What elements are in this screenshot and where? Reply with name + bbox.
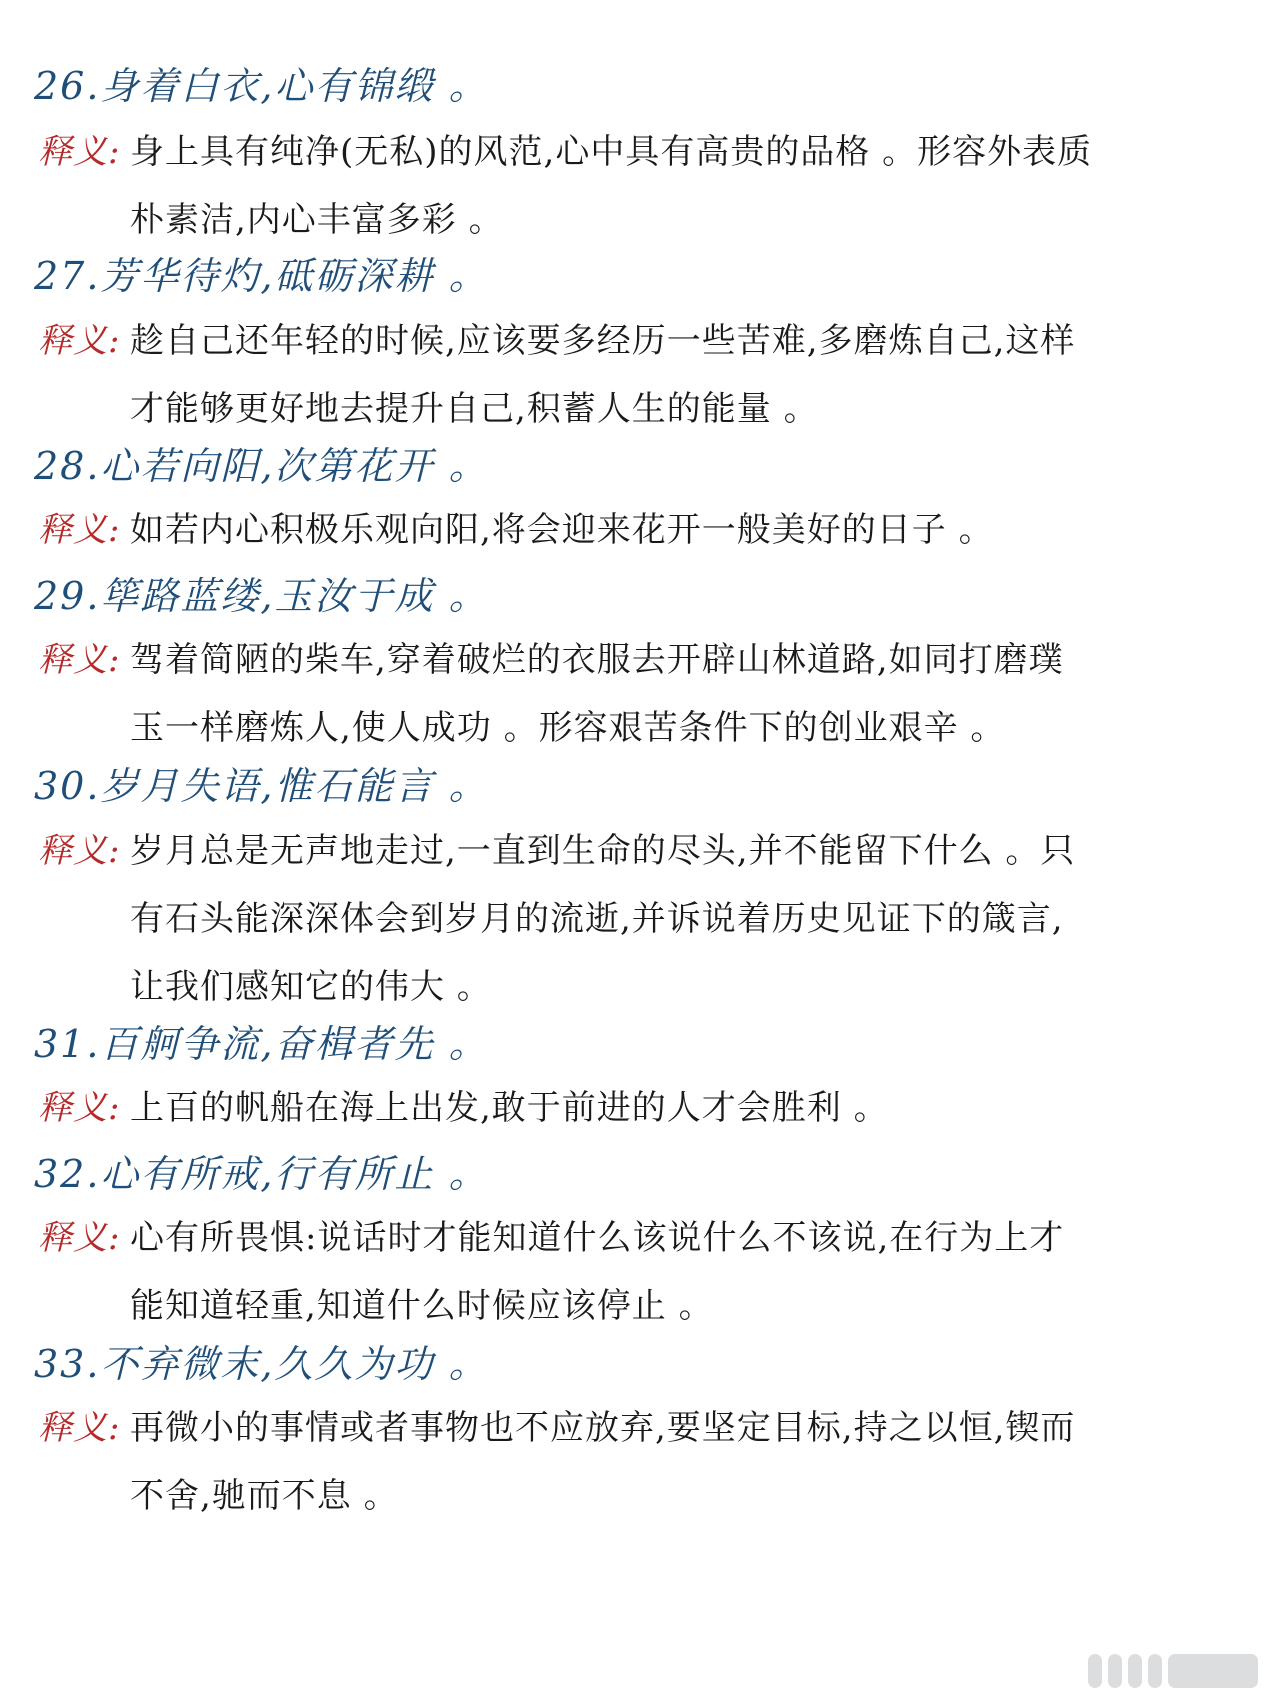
explanation-line: 上百的帆船在海上出发,敢于前进的人才会胜利 。 xyxy=(130,1088,889,1128)
explanation-label: 释义: xyxy=(38,510,121,550)
explanation-label: 释义: xyxy=(38,132,121,172)
explanation-line: 心有所畏惧:说话时才能知道什么该说什么不该说,在行为上才 xyxy=(130,1218,1065,1258)
entry-explanation-26 xyxy=(38,118,1248,254)
entry-explanation-29 xyxy=(38,626,1248,762)
entry-explanation-30 xyxy=(38,817,1248,1021)
entry-explanation-32 xyxy=(38,1204,1248,1340)
entry-title-31: 31.百舸争流,奋楫者先 。 xyxy=(34,1022,489,1066)
entry-title-28: 28.心若向阳,次第花开 。 xyxy=(34,444,489,488)
explanation-line: 岁月总是无声地走过,一直到生命的尽头,并不能留下什么 。只 xyxy=(130,831,1076,871)
explanation-line: 朴素洁,内心丰富多彩 。 xyxy=(130,200,504,240)
entry-title-30: 30.岁月失语,惟石能言 。 xyxy=(34,764,489,808)
explanation-line: 不舍,驰而不息 。 xyxy=(130,1476,399,1516)
explanation-line: 让我们感知它的伟大 。 xyxy=(130,967,492,1007)
explanation-label: 释义: xyxy=(38,831,121,871)
explanation-label: 释义: xyxy=(38,1088,121,1128)
explanation-label: 释义: xyxy=(38,640,121,680)
entry-title-32: 32.心有所戒,行有所止 。 xyxy=(34,1152,489,1196)
explanation-line: 有石头能深深体会到岁月的流逝,并诉说着历史见证下的箴言, xyxy=(130,899,1064,939)
explanation-line: 趁自己还年轻的时候,应该要多经历一些苦难,多磨炼自己,这样 xyxy=(130,321,1076,361)
entry-explanation-33 xyxy=(38,1394,1248,1530)
explanation-line: 才能够更好地去提升自己,积蓄人生的能量 。 xyxy=(130,389,819,429)
entry-explanation-28 xyxy=(38,496,1248,564)
explanation-line: 能知道轻重,知道什么时候应该停止 。 xyxy=(130,1286,714,1326)
watermark-icon xyxy=(1088,1654,1258,1688)
explanation-label: 释义: xyxy=(38,1218,121,1258)
explanation-label: 释义: xyxy=(38,321,121,361)
explanation-line: 再微小的事情或者事物也不应放弃,要坚定目标,持之以恒,锲而 xyxy=(130,1408,1076,1448)
explanation-line: 玉一样磨炼人,使人成功 。形容艰苦条件下的创业艰辛 。 xyxy=(130,708,1006,748)
explanation-line: 身上具有纯净(无私)的风范,心中具有高贵的品格 。形容外表质 xyxy=(130,132,1093,172)
explanation-label: 释义: xyxy=(38,1408,121,1448)
entry-title-29: 29.筚路蓝缕,玉汝于成 。 xyxy=(34,574,489,618)
explanation-line: 驾着简陋的柴车,穿着破烂的衣服去开辟山林道路,如同打磨璞 xyxy=(130,640,1064,680)
entry-explanation-31 xyxy=(38,1074,1248,1142)
entry-explanation-27 xyxy=(38,307,1248,443)
explanation-line: 如若内心积极乐观向阳,将会迎来花开一般美好的日子 。 xyxy=(130,510,994,550)
entry-title-33: 33.不弃微末,久久为功 。 xyxy=(34,1342,489,1386)
entry-title-26: 26.身着白衣,心有锦缎 。 xyxy=(34,64,489,108)
entry-title-27: 27.芳华待灼,砥砺深耕 。 xyxy=(34,254,489,298)
